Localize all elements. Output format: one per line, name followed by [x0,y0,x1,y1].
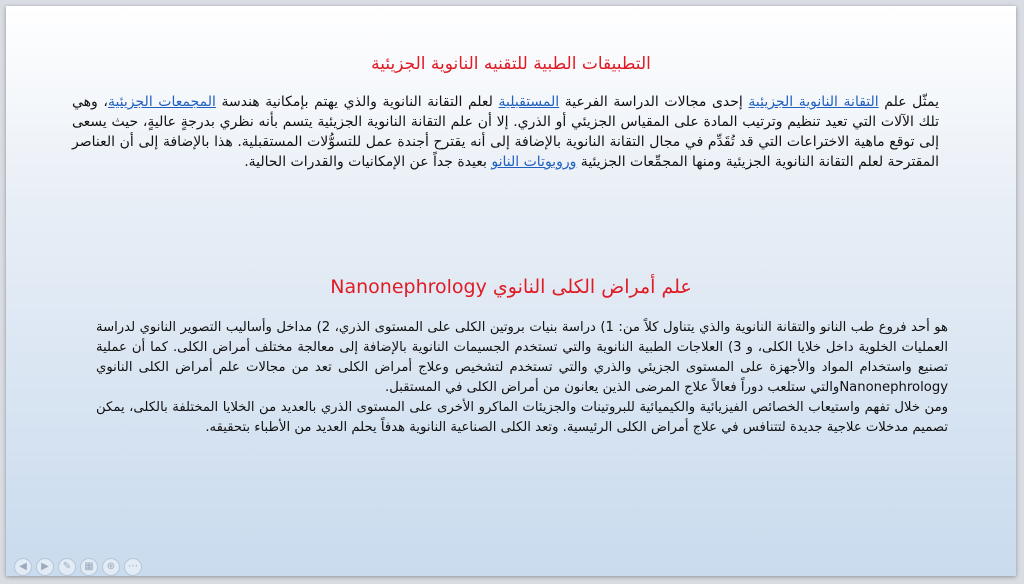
text-segment: يمثّل علم [878,94,939,110]
zoom-icon[interactable]: ⊕ [102,558,120,576]
text-segment: ، وهي تلك الآلات التي تعيد تنظيم وترتيب المادة على المقياس الجزيئي أو الذري. إلا أن علم التقانة النانوية الجزيئية يتسم بأنه نظري بدرجةٍ عاليةٍ، حيث يسعى إلى توقع ماهية الاختراعات التي قد تُقَدِّم في مجال التقانة النانوية بالإضافة إلى أنه يقترح أجندة عمل للتسوُّلات المستقبلية. هذا بالإضافة إلى أن العناصر المقترحة لعلم التقانة النانوية الجزيئية ومنها المجمِّعات الجزيئية [72,94,939,170]
nanonephrology-body [96,318,948,438]
slide-title-medical-applications: التطبيقات الطبية للتقنيه النانوية الجزيئية [371,54,651,74]
next-slide-icon[interactable]: ▶ [36,558,54,576]
slideshow-controls [14,558,142,576]
link-futuristic[interactable]: المستقبلية [498,94,560,110]
link-nanorobots[interactable]: وروبوتات النانو [491,154,577,170]
previous-slide-icon[interactable]: ◀ [14,558,32,576]
link-molecular-nanotechnology[interactable]: التقانة النانوية الجزيئية [748,94,879,110]
text-segment: لعلم التقانة النانوية والذي يهتم بإمكانية هندسة [215,94,499,110]
text-segment: إحدى مجالات الدراسة الفرعية [559,94,749,110]
intro-paragraph [72,92,939,172]
link-molecular-assemblers[interactable]: المجمعات الجزيئية [107,94,216,110]
body-paragraph-2: ومن خلال تفهم واستيعاب الخصائص الفيزيائية والكيميائية للبروتينات والجزيئات الماكرو الأخرى على المستوى الذري بالعديد من الخلايا المختلفة بالكلى، يمكن تصميم مدخلات علاجية جديدة لتتنافس في علاج أمراض الكلى الرئيسية. وتعد الكلى الصناعية النانوية هدفاً يحلم العديد من الأطباء بتحقيقه. [96,400,948,435]
body-paragraph-1: هو أحد فروع طب النانو والتقانة النانوية والذي يتناول كلاً من: 1) دراسة بنيات بروتين الكلى على المستوى الذري، 2) مداخل وأساليب التصوير النانوي لدراسة العمليات الخلوية داخل خلايا الكلى، و 3) العلاجات الطبية النانوية والتي تستخدم الجسيمات النانوية بالإضافة إلى معالجة مختلف أمراض الكلى. كما أن عملية تصنيع واستخدام المواد والأجهزة على المستوى الجزيئي والذري والتي تستخدم لتشخيص وعلاج أمراض الكلى تعد من مجالات علم أمراض الكلى النانوي Nanonephrologyوالتي ستلعب دوراً فعالاً علاج المرضى الذين يعانون من أمراض الكلى في المستقبل. [96,320,949,395]
section-title-nanonephrology: علم أمراض الكلى النانوي Nanonephrology [330,276,692,298]
slides-grid-icon[interactable]: ▦ [80,558,98,576]
more-options-icon[interactable]: ⋯ [124,558,142,576]
text-segment: بعيدة جداً عن الإمكانيات والقدرات الحالية. [244,154,492,170]
slide [6,6,1016,576]
pen-icon[interactable]: ✎ [58,558,76,576]
